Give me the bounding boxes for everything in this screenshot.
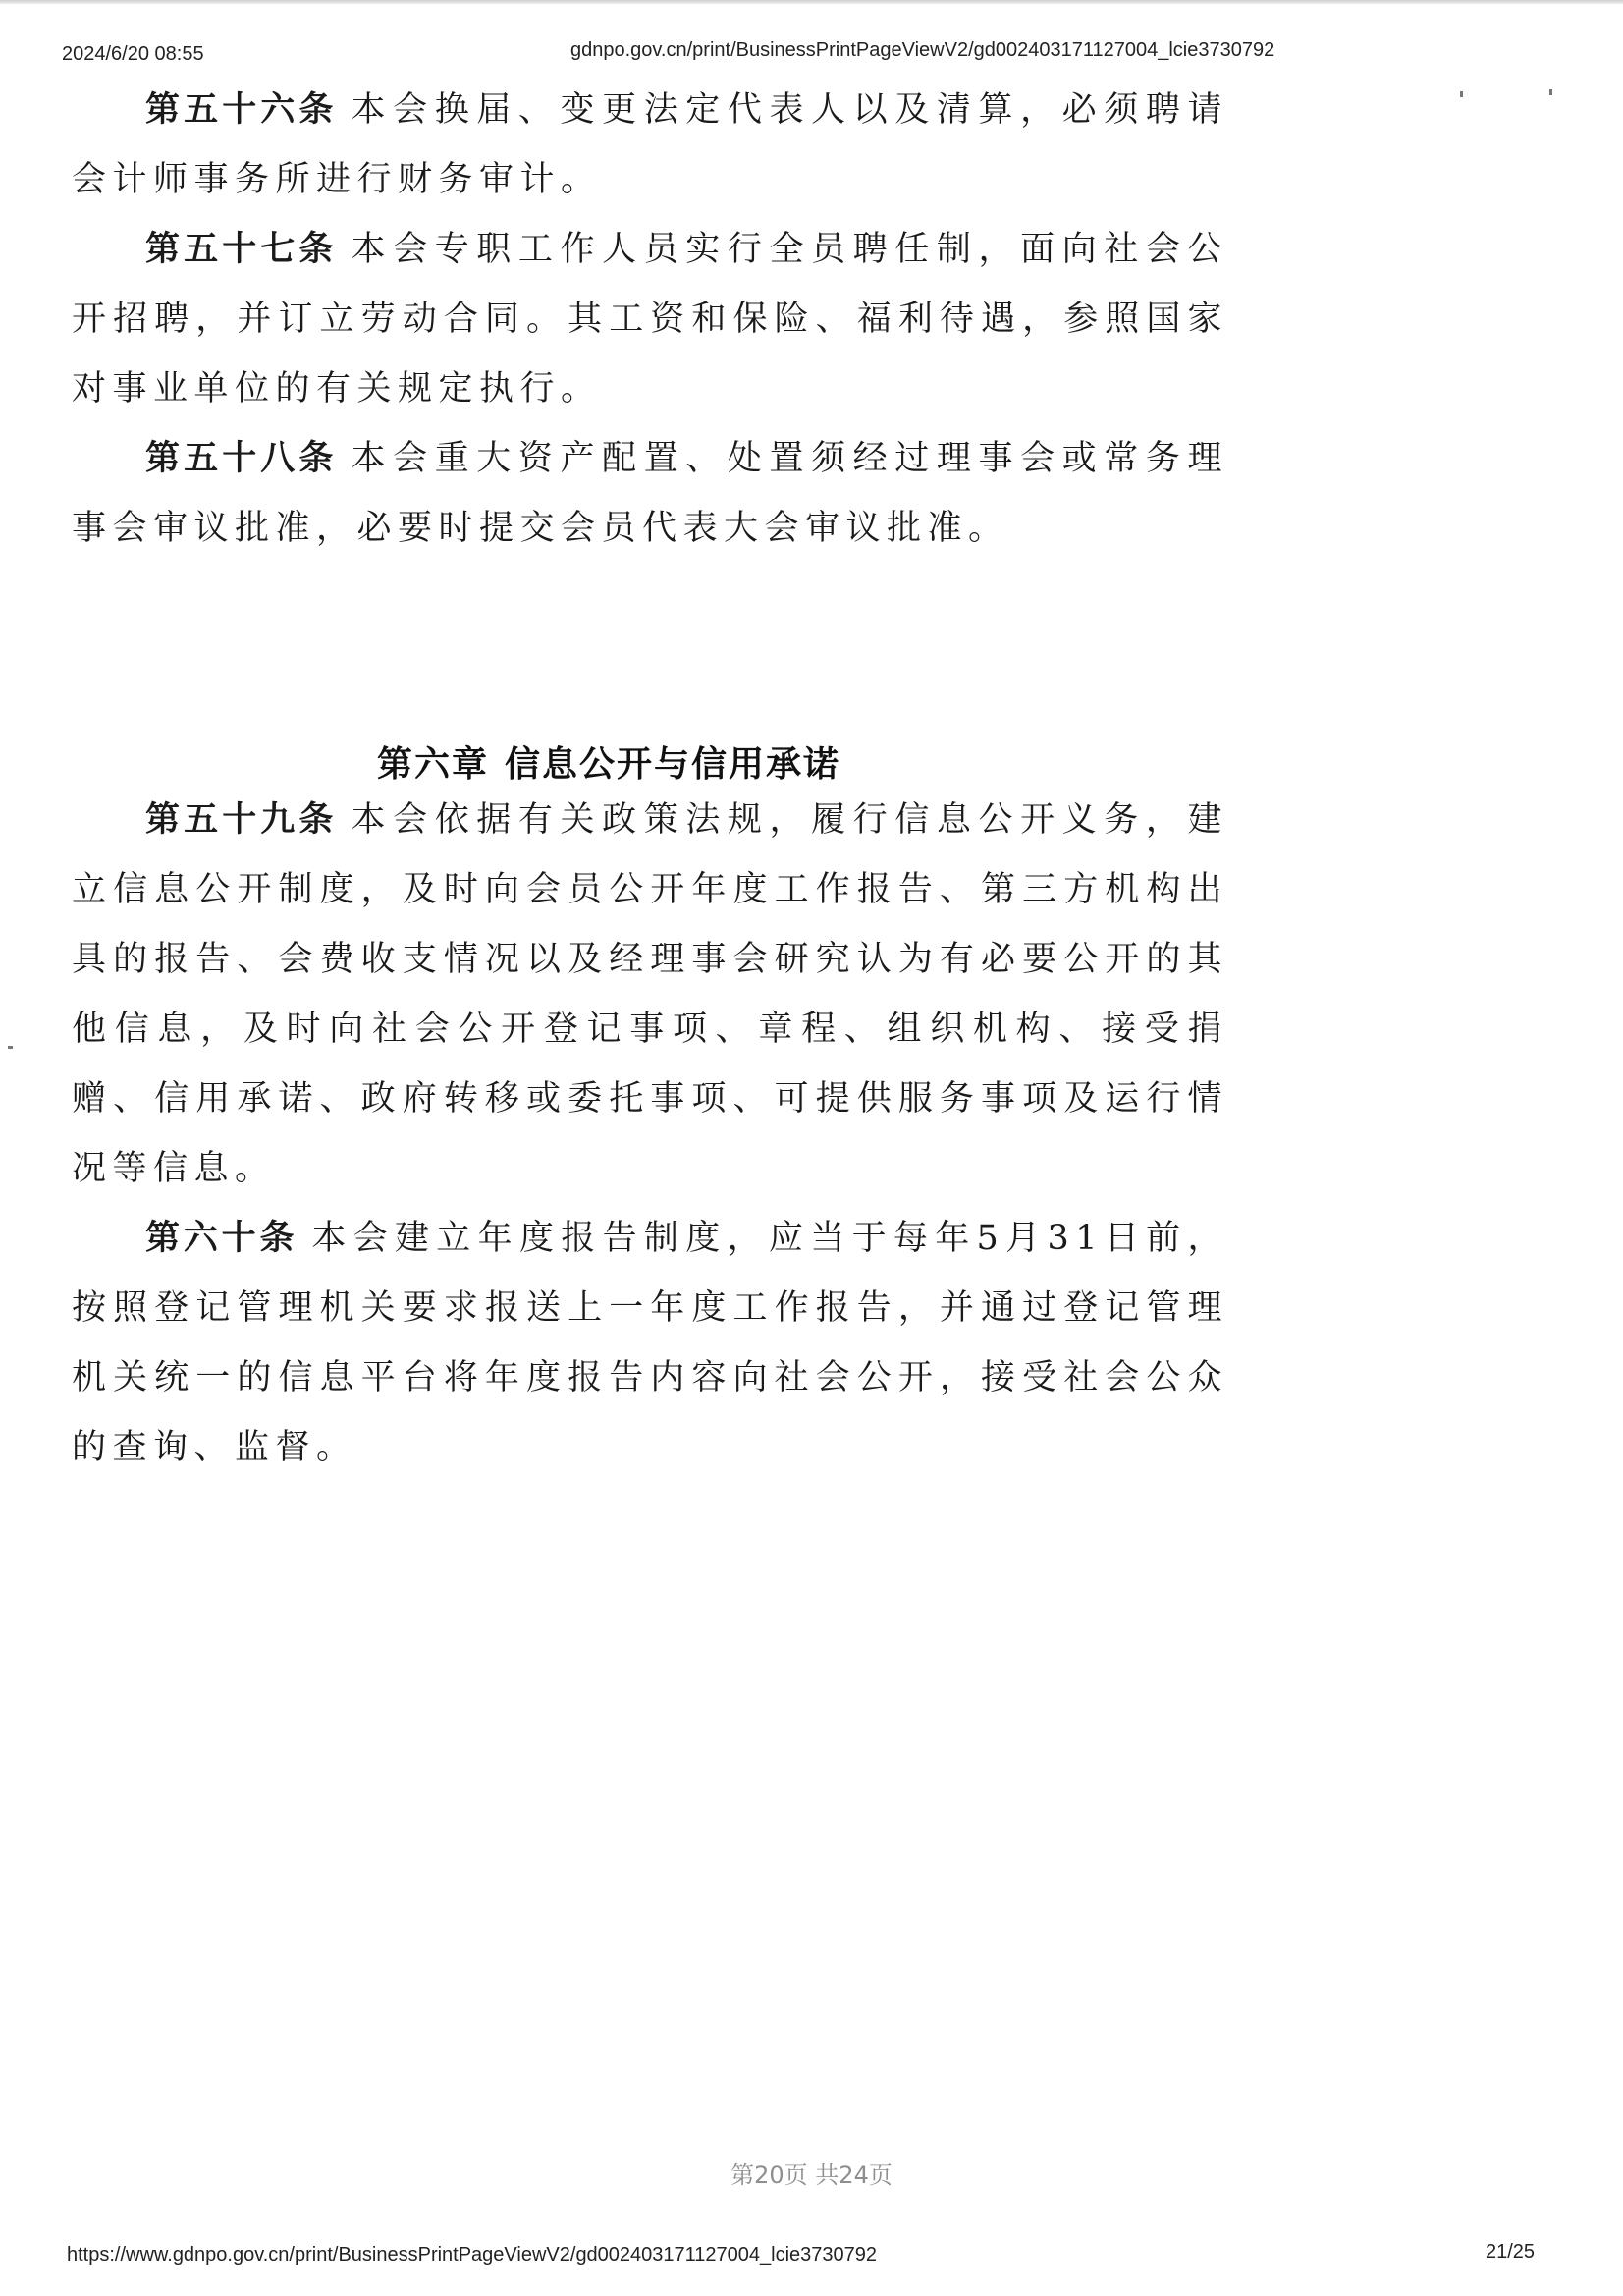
print-datetime: 2024/6/20 08:55 [62, 43, 204, 65]
scan-top-edge [0, 0, 1623, 4]
article-title: 第五十六条 [145, 90, 338, 130]
chapter-title: 信息公开与信用承诺 [505, 744, 841, 785]
print-footer-url: https://www.gdnpo.gov.cn/print/BusinessPrintPageViewV2/gd002403171127004_lcie3730792 [67, 2244, 878, 2266]
scan-speck [1460, 91, 1463, 97]
print-header-url: gdnpo.gov.cn/print/BusinessPrintPageViewV2/gd002403171127004_lcie3730792 [570, 39, 1275, 61]
article-title: 第六十条 [145, 1219, 298, 1258]
chapter-heading [0, 737, 1217, 787]
article-title: 第五十七条 [145, 230, 338, 269]
article-text: 本会建立年度报告制度，应当于每年5月31日前，按照登记管理机关要求报送上一年度工作报告，并通过登记管理机关统一的信息平台将年度报告内容向社会公开，接受社会公众的查询、监督。 [72, 1219, 1228, 1467]
print-page-number: 21/25 [1486, 2241, 1536, 2263]
scan-speck [1549, 89, 1552, 95]
article-text: 本会依据有关政策法规，履行信息公开义务，建立信息公开制度，及时向会员公开年度工作报告、第三方机构出具的报告、会费收支情况以及经理事会研究认为有必要公开的其他信息，及时向社会公开登记事项、章程、组织机构、接受捐赠、信用承诺、政府转移或委托事项、可提供服务事项及运行情况等信息。 [72, 800, 1228, 1188]
article-text: 本会专职工作人员实行全员聘任制，面向社会公开招聘，并订立劳动合同。其工资和保险、福利待遇，参照国家对事业单位的有关规定执行。 [72, 230, 1228, 409]
chapter-number: 第六章 [376, 744, 489, 785]
articles-section-after [72, 786, 1228, 1483]
article-59 [72, 786, 1228, 1204]
article-60 [72, 1204, 1228, 1483]
article-text: 本会重大资产配置、处置须经过理事会或常务理事会审议批准，必要时提交会员代表大会审议批准。 [72, 439, 1228, 548]
article-title: 第五十八条 [145, 439, 338, 478]
scan-speck [8, 1046, 13, 1049]
articles-section-before [72, 76, 1228, 564]
page-counter: 第20页 共24页 [730, 2161, 893, 2189]
article-56 [72, 76, 1228, 215]
article-57 [72, 215, 1228, 424]
article-title: 第五十九条 [145, 800, 338, 840]
article-58 [72, 424, 1228, 564]
article-text: 本会换届、变更法定代表人以及清算，必须聘请会计师事务所进行财务审计。 [72, 90, 1228, 199]
